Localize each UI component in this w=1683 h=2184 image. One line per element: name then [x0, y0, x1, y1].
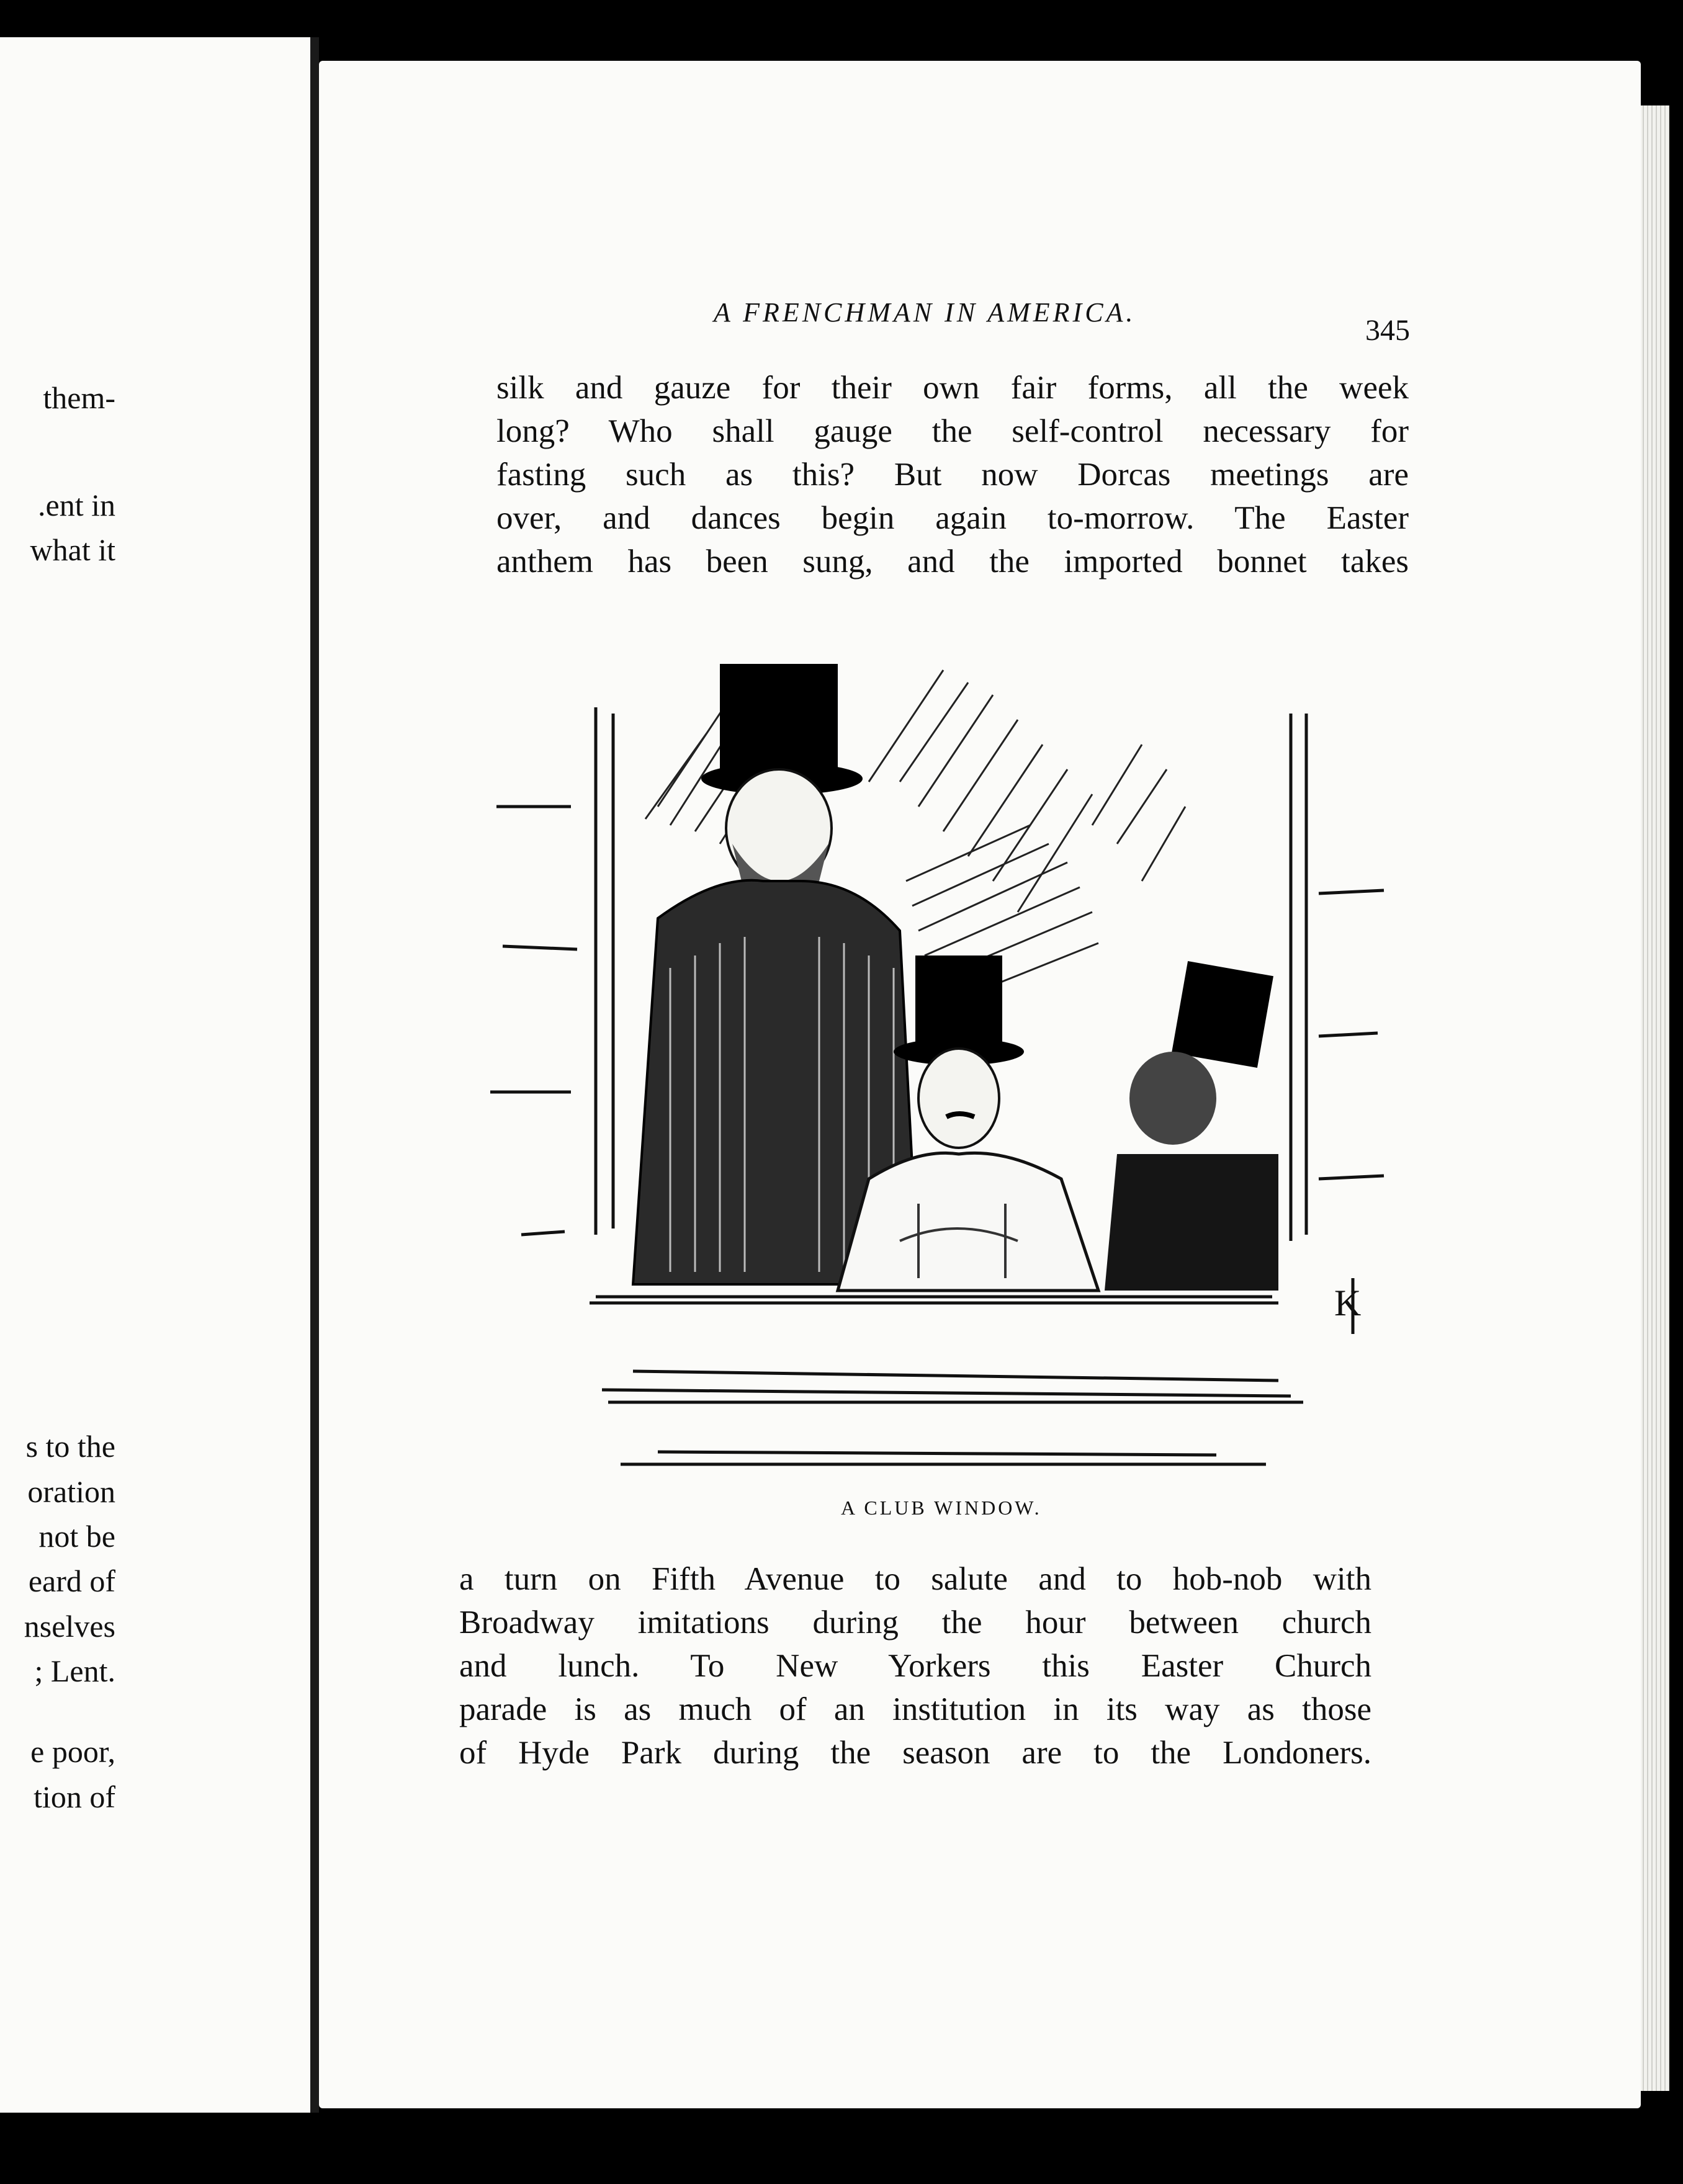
artist-signature: K	[1334, 1282, 1362, 1323]
running-head: A FRENCHMAN IN AMERICA.	[714, 297, 1136, 328]
left-page-line: tion of	[34, 1779, 115, 1814]
top-paragraph	[496, 366, 1409, 583]
text-line: a turn on Fifth Avenue to salute and to hob-nob with	[459, 1561, 1371, 1597]
left-page-line: eard of	[28, 1564, 115, 1598]
text-line: of Hyde Park during the season are to the Londoners.	[459, 1735, 1371, 1771]
left-page-line: them-	[43, 380, 115, 415]
left-page	[0, 37, 310, 2113]
text-line: silk and gauze for their own fair forms, all the week	[496, 370, 1409, 406]
club-window-illustration	[472, 620, 1390, 1489]
text-line: over, and dances begin again to-morrow. The Easter	[496, 500, 1409, 536]
left-page-line: nselves	[24, 1609, 115, 1644]
left-page-line: .ent in	[38, 488, 115, 522]
text-line: Broadway imitations during the hour between church	[459, 1604, 1371, 1640]
page-number: 345	[1365, 314, 1410, 347]
left-page-line: ; Lent.	[34, 1654, 115, 1688]
third-gentleman	[1105, 961, 1278, 1291]
text-line: parade is as much of an institution in its way as those	[459, 1691, 1371, 1727]
left-page-line: e poor,	[30, 1734, 115, 1769]
book-gutter	[310, 37, 319, 2113]
text-line: long? Who shall gauge the self-control necessary for	[496, 413, 1409, 449]
left-page-line: s to the	[25, 1429, 115, 1464]
text-line: anthem has been sung, and the imported bonnet takes	[496, 544, 1409, 580]
bottom-paragraph	[459, 1557, 1371, 1774]
text-line: fasting such as this? But now Dorcas meetings are	[496, 457, 1409, 493]
illustration-caption: A CLUB WINDOW.	[841, 1497, 1042, 1519]
left-page-line: not be	[38, 1519, 115, 1554]
text-line: and lunch. To New Yorkers this Easter Church	[459, 1648, 1371, 1684]
left-page-line: oration	[27, 1474, 115, 1509]
left-page-line: what it	[30, 532, 115, 567]
